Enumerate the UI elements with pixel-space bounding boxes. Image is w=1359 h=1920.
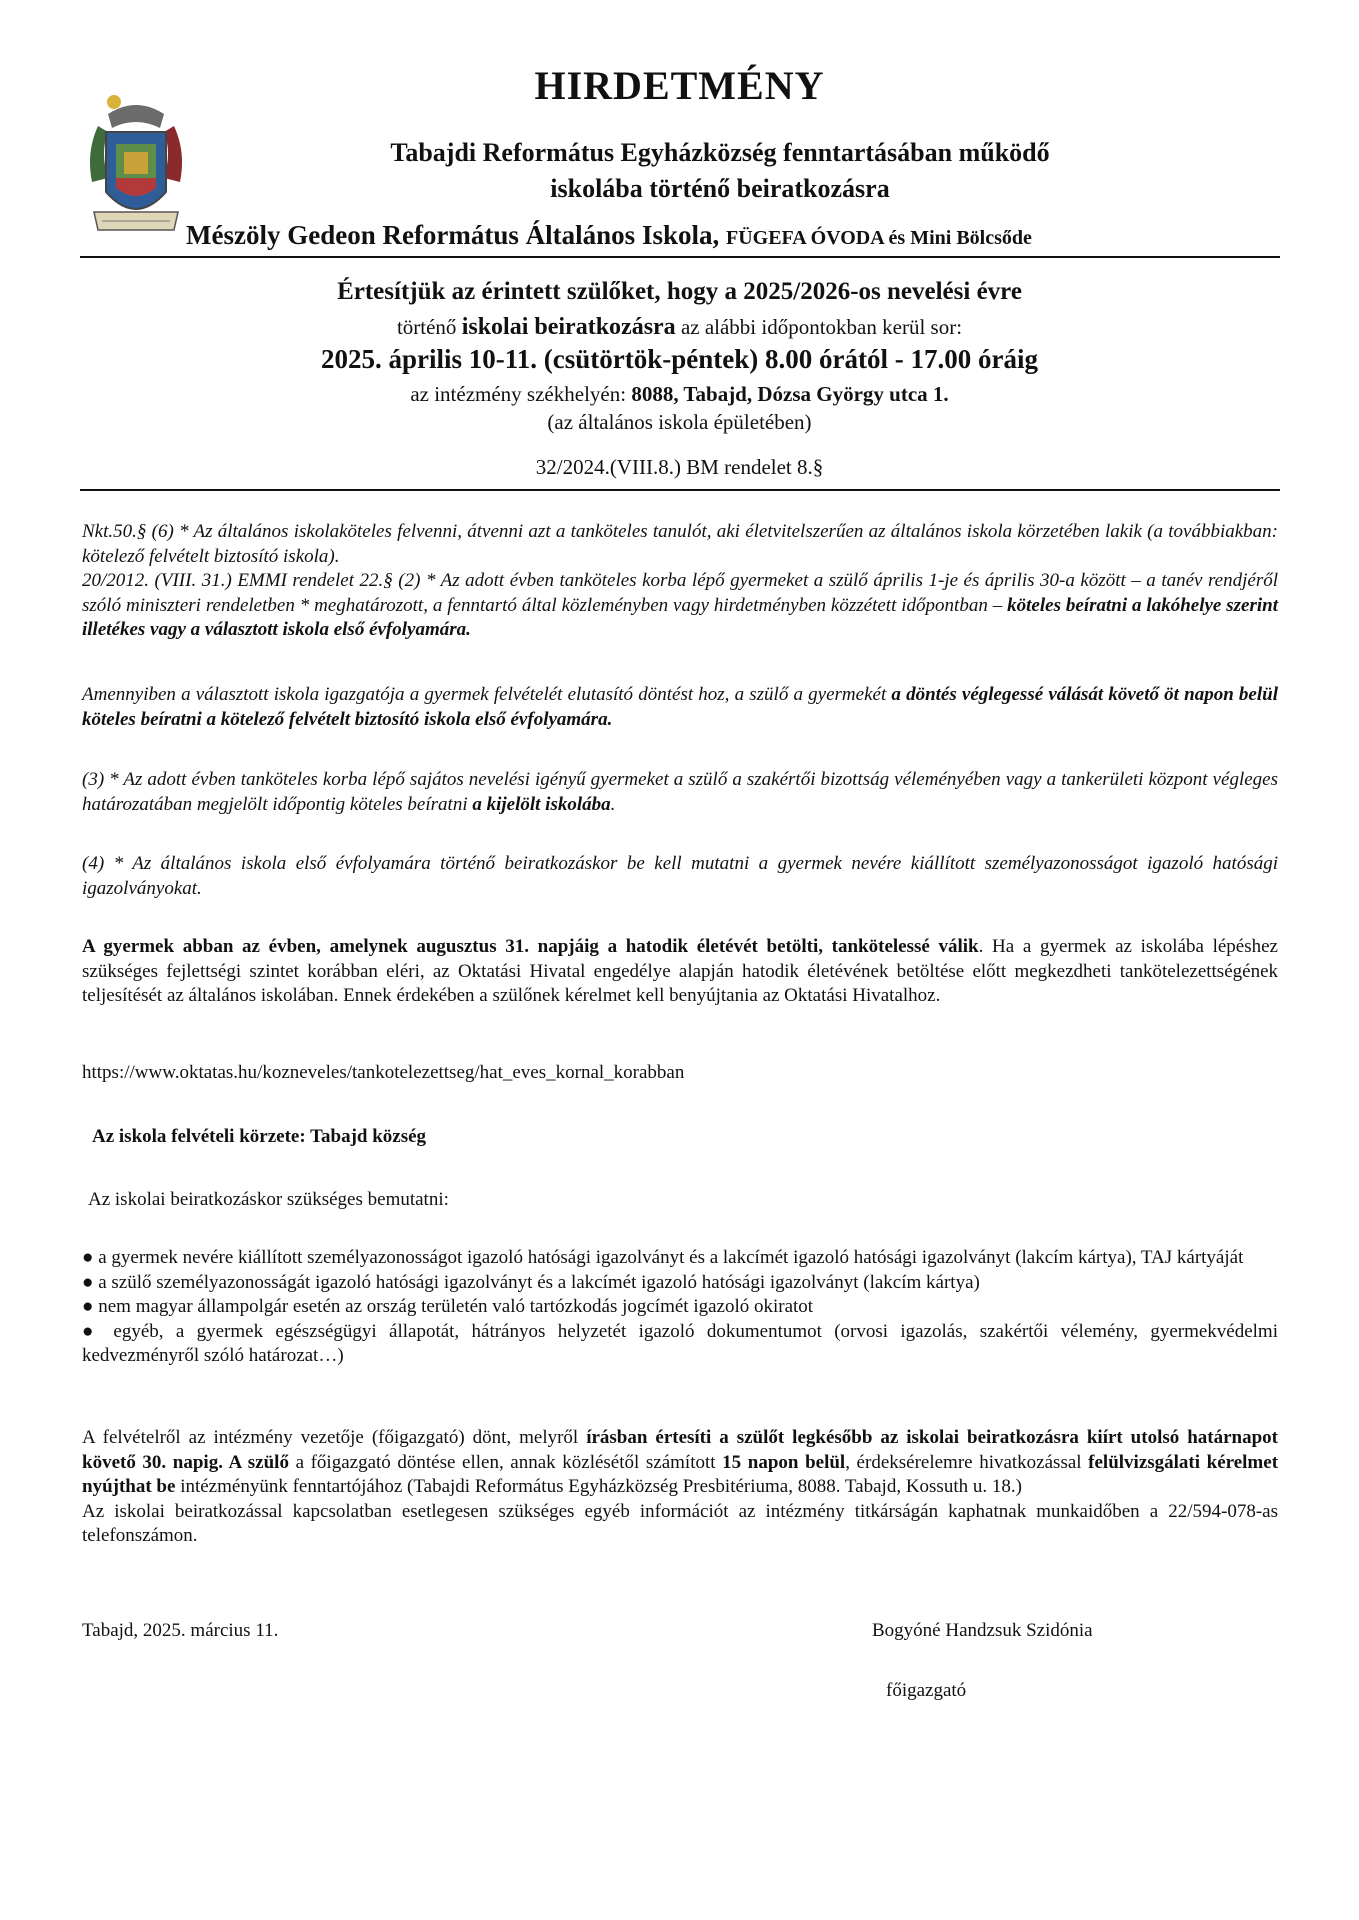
- notice-divider: [80, 489, 1280, 491]
- place-date: Tabajd, 2025. március 11.: [82, 1620, 279, 1641]
- law-paragraph-1: [82, 520, 1278, 643]
- law-emmi-bold: köteles beíratni a lakóhelye szerint illetékes vagy a választott iskola első évfolyamára.: [82, 594, 1279, 640]
- enrollment-dates: 2025. április 10-11. (csütörtök-péntek) 8.00 órától - 17.00 óráig: [321, 344, 1038, 374]
- decision-b1: írásban értesíti a szülőt legkésőbb az iskolai beiratkozásra kiírt utolsó határnapot követő 30. napig. A szülő: [82, 1427, 1279, 1473]
- documents-list: [82, 1246, 1278, 1369]
- signer-name: Bogyóné Handzsuk Szidónia: [872, 1620, 1093, 1641]
- decision-t3: , érdeksérelemre hivatkozással: [845, 1451, 1082, 1473]
- info-link[interactable]: https://www.oktatas.hu/kozneveles/tankotelezettseg/hat_eves_kornal_korabban: [82, 1062, 685, 1083]
- signer-role: főigazgató: [886, 1680, 967, 1701]
- header-divider: [80, 256, 1280, 258]
- school-main-name: Mészöly Gedeon Református Általános Iskola,: [186, 220, 720, 250]
- notice-line-2-pre: történő: [396, 315, 457, 339]
- documents-intro: Az iskolai beiratkozáskor szükséges bemutatni:: [88, 1189, 449, 1210]
- age-bold: A gyermek abban az évben, amelynek augusztus 31. napjáig a hatodik életévét betölti, tankötelessé válik: [82, 936, 979, 957]
- list-item: ● a szülő személyazonosságát igazoló hatósági igazolványt és a lakcímét igazoló hatósági igazolványt (lakcím kártya): [82, 1271, 1278, 1296]
- decision-t4: intézményünk fenntartójához (Tabajdi Református Egyházközség Presbitériuma, 8088. Tabajd, Kossuth u. 18.): [180, 1476, 1022, 1497]
- law-p3-end: .: [610, 793, 616, 815]
- law-nkt: Nkt.50.§ (6) * Az általános iskolaköteles felvenni, átvenni azt a tanköteles tanulót, aki életvitelszerűen az általános iskola körzetében lakik (a továbbiakban: kötelező felvételt biztosító iskola).: [82, 521, 1278, 567]
- contact-text: Az iskolai beiratkozással kapcsolatban esetlegesen szükséges egyéb információt az intézmény titkárságán kaphatnak munkaidőben a 22/594-078-as telefonszámon.: [82, 1500, 1278, 1546]
- school-extra-name: FÜGEFA ÓVODA és Mini Bölcsőde: [725, 227, 1032, 249]
- list-item: ● nem magyar állampolgár esetén az ország területén való tartózkodás jogcímét igazoló okiratot: [82, 1295, 1278, 1320]
- notice-line-1: Értesítjük az érintett szülőket, hogy a 2025/2026-os nevelési évre: [337, 278, 1022, 305]
- decision-b2: 15 napon belül: [722, 1451, 846, 1473]
- law-p3-bold: a kijelölt iskolába: [472, 793, 611, 815]
- coat-of-arms-logo: [78, 92, 194, 246]
- notice-line-2-post: az alábbi időpontokban kerül sor:: [680, 315, 963, 339]
- decision-b3: felülvizsgálati kérelmet nyújthat be: [82, 1451, 1279, 1497]
- enrollment-building: (az általános iskola épületében): [547, 410, 812, 434]
- district-heading: Az iskola felvételi körzete: Tabajd község: [92, 1126, 427, 1147]
- list-item: ● egyéb, a gyermek egészségügyi állapotát, hátrányos helyzetét igazoló dokumentumot (orvosi igazolás, szakértői vélemény, gyermekvédelmi kedvezményről szóló határozat…): [82, 1320, 1278, 1369]
- location-address: 8088, Tabajd, Dózsa György utca 1.: [631, 382, 949, 406]
- page-title: HIRDETMÉNY: [534, 63, 825, 108]
- law-paragraph-4: (4) * Az általános iskola első évfolyamára történő beiratkozáskor be kell mutatni a gyermek nevére kiállított személyazonosságot igazoló hatósági igazolványokat.: [82, 853, 1278, 899]
- age-rest: . Ha a gyermek az iskolába lépéshez szükséges fejlettségi szintet korábban eléri, az Oktatási Hivatal engedélye alapján hatodik életévének betöltése előtt megkezdheti tankötelezettségének teljesítését az általános iskolában. Ennek érdekében a szülőnek kérelmet kell benyújtania az Oktatási Hivatalhoz.: [82, 936, 1278, 1006]
- age-paragraph: [82, 935, 1278, 1009]
- list-item: ● a gyermek nevére kiállított személyazonosságot igazoló hatósági igazolványt és a lakcímét igazoló hatósági igazolványt (lakcím kártya), TAJ kártyáját: [82, 1246, 1278, 1271]
- law-rejection-bold: a döntés véglegessé válását követő öt napon belül köteles beíratni a kötelező felvételt biztosító iskola első évfolyamára.: [82, 684, 1278, 730]
- decision-t2: a főigazgató döntése ellen, annak közlésétől számított: [295, 1451, 716, 1473]
- law-emmi-text: 20/2012. (VIII. 31.) EMMI rendelet 22.§ (2) * Az adott évben tanköteles korba lépő gyermeket a szülő április 1-je és április 30-a között – a tanév rendjéről szóló miniszteri rendeletben * meghatározott, a fenntartó által közleményben vagy hirdetményben közzétett időpontban –: [82, 570, 1278, 616]
- header-subtitle-1: Tabajdi Református Egyházközség fenntartásában működő: [390, 138, 1050, 167]
- decision-text: [82, 1426, 1278, 1500]
- school-name: [186, 220, 1032, 251]
- enrollment-location: [0, 382, 1359, 407]
- decision-t1: A felvételről az intézmény vezetője (főigazgató) dönt, melyről: [82, 1427, 579, 1448]
- law-p3-text: (3) * Az adott évben tanköteles korba lépő sajátos nevelési igényű gyermeket a szülő a szakértői bizottság véleményében vagy a tankerületi központ végleges határozatában megjelölt időpontig köteles beíratni: [82, 769, 1278, 815]
- law-paragraph-3: [82, 768, 1278, 817]
- decree-reference: 32/2024.(VIII.8.) BM rendelet 8.§: [535, 455, 824, 479]
- law-emmi: [82, 569, 1278, 643]
- law-paragraph-rejection: [82, 683, 1278, 732]
- location-pre: az intézmény székhelyén:: [410, 382, 627, 406]
- notice-line-2-bold: iskolai beiratkozásra: [461, 314, 676, 340]
- notice-line-2: [0, 314, 1359, 341]
- law-rejection-text: Amennyiben a választott iskola igazgatója a gyermek felvételét elutasító döntést hoz, a szülő a gyermekét: [82, 684, 887, 705]
- header-subtitle-2: iskolába történő beiratkozásra: [550, 174, 890, 203]
- decision-paragraph: [82, 1426, 1278, 1549]
